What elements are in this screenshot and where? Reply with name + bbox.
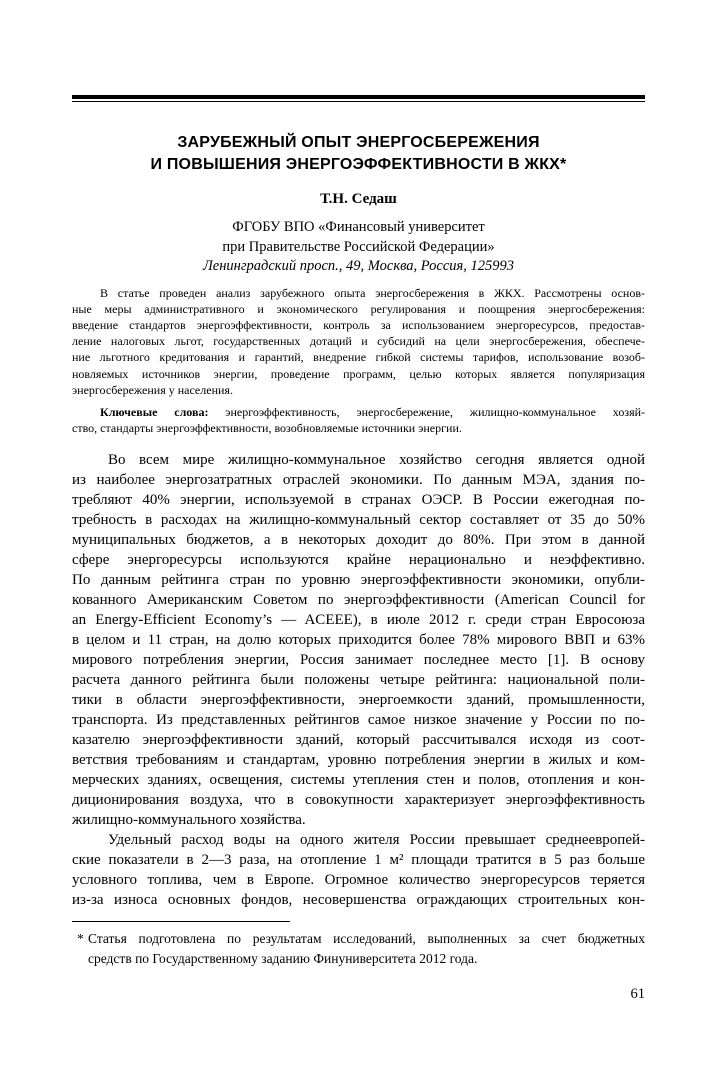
text-line: средств по Государственному заданию Финуниверситета 2012 года. — [88, 950, 478, 966]
divider-thin-line — [72, 101, 645, 102]
text-line: жилищно-коммунального хозяйства. — [72, 812, 306, 829]
text-line: энергосбережения у населения. — [72, 382, 233, 397]
text-line: мирового потребления энергии, Россия занимает последнее место [1]. В основу — [72, 652, 645, 669]
article-title — [72, 132, 645, 176]
text-line: тики в области энергоэффективности, энергоемкости зданий, промышленности, — [72, 692, 645, 709]
header-divider — [72, 95, 645, 102]
keywords-line1-text: энергоэффективность, энергосбережение, жилищно-коммунальное хозяй- — [208, 404, 646, 419]
affiliation-line1: ФГОБУ ВПО «Финансовый университет — [232, 219, 485, 235]
text-line: По данным рейтинга стран по уровню энергоэффективности экономики, опубли- — [72, 572, 645, 589]
text-line: муниципальных бюджетов, а в некоторых доходит до 80%. При этом в данной — [72, 532, 645, 549]
article-title-line1: ЗАРУБЕЖНЫЙ ОПЫТ ЭНЕРГОСБЕРЕЖЕНИЯ — [177, 134, 540, 151]
footnote-marker: * — [77, 931, 84, 947]
text-line: требляют 40% энергии, используемой в странах ОЭСР. В России ежегодная по- — [72, 492, 645, 509]
keywords-line2: ство, стандарты энергоэффективности, возобновляемые источники энергии. — [72, 421, 462, 436]
text-line: an Energy-Efficient Economy’s — ACEEE), в июле 2012 г. среди стран Евросоюза — [72, 612, 645, 629]
text-line: кованного Американским Советом по энергоэффективности (American Council for — [72, 592, 645, 609]
text-line: ские показатели в 2—3 раза, на отопление 1 м² площади тратится в 5 раз больше — [72, 852, 645, 869]
text-line: диционирования воздуха, что в совокупности характеризует энергоэффективность — [72, 792, 645, 809]
page-number: 61 — [630, 986, 645, 1003]
text-line: ние льготного кредитования и гарантий, внедрение гибкой системы тарифов, использование возоб- — [72, 350, 645, 365]
footnote — [72, 929, 645, 968]
text-line: В статье проведен анализ зарубежного опыта энергосбережения в ЖКХ. Рассмотрены основ- — [100, 285, 645, 300]
text-line: ветствия требованиям и стандартам, уровню потребления энергии в жилых и ком- — [72, 752, 645, 769]
divider-thick-line — [72, 95, 645, 99]
keywords-label: Ключевые слова: — [100, 404, 209, 419]
article-title-line2: И ПОВЫШЕНИЯ ЭНЕРГОЭФФЕКТИВНОСТИ В ЖКХ* — [150, 156, 567, 173]
text-line: расчета данного рейтинга были положены четыре рейтинга: национальной поли- — [72, 672, 645, 689]
affiliation — [72, 218, 645, 277]
text-line: ление налоговых льгот, государственных дотаций и субсидий на цели энергосбережения, обеспече- — [72, 334, 645, 349]
affiliation-address: Ленинградский просп., 49, Москва, Россия, 125993 — [202, 258, 515, 274]
text-line: сфере энергоресурсы используются крайне нерационально и неэффективно. — [72, 552, 645, 569]
text-line: новляемых источников энергии, проведение программ, целью которых является популяризация — [72, 366, 645, 381]
text-line: из-за износа основных фондов, несовершенства ограждающих строительных кон- — [72, 892, 645, 909]
article-body — [72, 450, 645, 910]
keywords — [72, 404, 645, 436]
body-paragraph-1 — [72, 450, 645, 830]
author-name: Т.Н. Седаш — [320, 191, 397, 207]
footnote-text — [88, 929, 645, 968]
text-line: ные меры административного и экономического регулирования и поощрения энергосбережения: — [72, 301, 645, 316]
text-line: в целом и 11 стран, на долю которых приходится более 78% мирового ВВП и 63% — [72, 632, 645, 649]
body-paragraph-2 — [72, 830, 645, 910]
text-line: введение стандартов энергоэффективности, контроль за использованием энергоресурсов, предостав- — [72, 317, 645, 332]
text-line: Удельный расход воды на одного жителя России превышает среднеевропей- — [108, 832, 645, 849]
text-line: транспорта. Из представленных рейтингов самое низкое значение у России по по- — [72, 712, 645, 729]
text-line: Статья подготовлена по результатам исследований, выполненных за счет бюджетных — [88, 931, 645, 947]
keywords-line1 — [72, 404, 645, 420]
text-line: Во всем мире жилищно-коммунальное хозяйство сегодня является одной — [108, 452, 645, 469]
affiliation-line2: при Правительстве Российской Федерации» — [222, 238, 495, 255]
text-line: условного топлива, чем в Европе. Огромное количество энергоресурсов теряется — [72, 872, 645, 889]
footnote-divider — [72, 921, 290, 922]
text-line: из наиболее энергозатратных отраслей экономики. По данным МЭА, здания по- — [72, 472, 645, 489]
text-line: казателю энергоэффективности зданий, который рассчитывался исходя из соот- — [72, 732, 645, 749]
text-line: мерческих зданиях, освещения, системы утепления стен и полов, отопления и кон- — [72, 772, 645, 789]
abstract — [72, 285, 645, 398]
text-line: требность в расходах на жилищно-коммунальный сектор составляет от 35 до 50% — [72, 512, 645, 529]
